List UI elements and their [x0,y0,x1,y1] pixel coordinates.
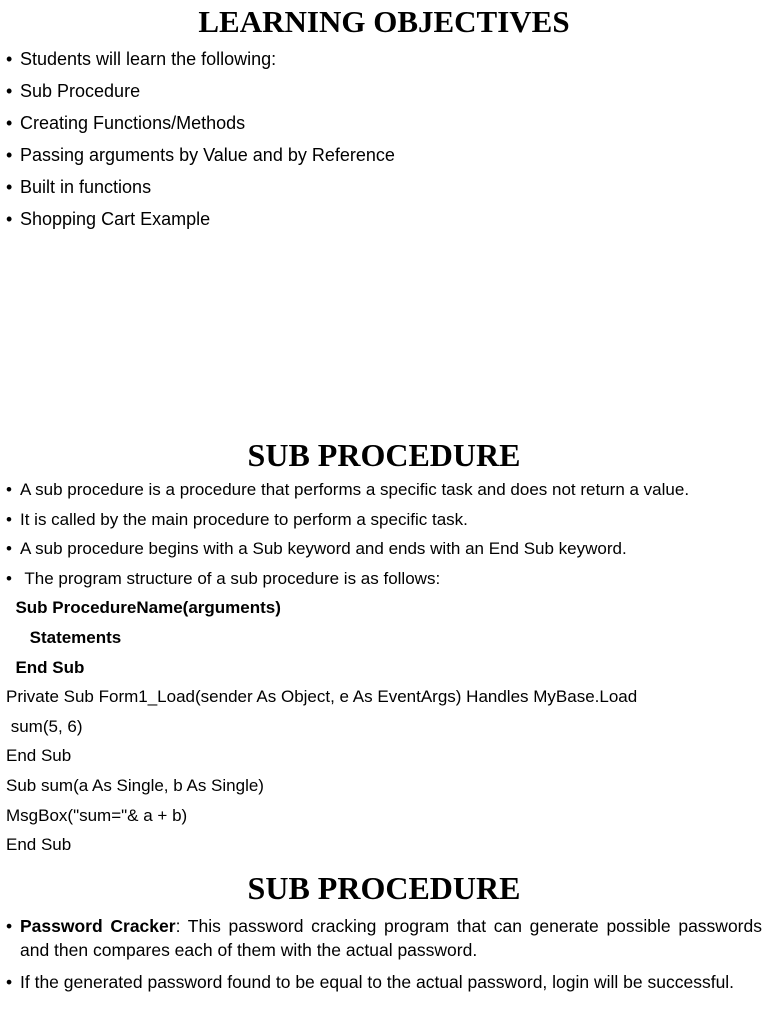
slide-learning-objectives [0,2,768,235]
bullet-icon: • [6,49,13,69]
slide-title: LEARNING OBJECTIVES [198,4,570,39]
list-item: • Shopping Cart Example [0,203,768,235]
slide-title: SUB PROCEDURE [247,437,521,473]
list-item: • Password Cracker: This password cracking program that can generate possible passwords and then compares each of them with the actual password. [6,916,762,960]
code-line: sum(5, 6) [6,716,83,736]
code-block [0,593,768,859]
code-line: End Sub [6,835,72,855]
code-line: Sub sum(a As Single, b As Single) [6,775,264,795]
bullet-icon: • [6,177,13,197]
code-line: MsgBox("sum="& a + b) [6,805,188,825]
bullet-icon: • [6,539,12,559]
bullet-icon: • [6,145,13,165]
list-item: • Built in functions [0,171,768,203]
slide-sub-procedure [0,435,768,860]
list-item: • It is called by the main procedure to perform a specific task. [0,505,768,535]
slide-sub-procedure-password [0,868,768,1002]
list-item: • A sub procedure is a procedure that performs a specific task and does not return a value. [0,475,768,505]
slide-title: SUB PROCEDURE [247,870,521,906]
bullet-icon: • [6,209,13,229]
list-item: • The program structure of a sub procedure is as follows: [0,564,768,594]
bullet-icon: • [6,113,13,133]
bullet-icon: • [6,480,12,499]
list-item: • Students will learn the following: [0,43,768,75]
sub-procedure-list [0,475,768,593]
structure-line: Sub ProcedureName(arguments) [6,598,281,618]
list-item: • Sub Procedure [0,75,768,107]
structure-line: End Sub [6,657,85,677]
list-item: • A sub procedure begins with a Sub keyword and ends with an End Sub keyword. [0,534,768,564]
code-line: Private Sub Form1_Load(sender As Object, e As EventArgs) Handles MyBase.Load [6,687,638,707]
bullet-icon: • [6,81,13,101]
structure-line: Statements [6,627,122,647]
bullet-icon: • [6,509,12,529]
bullet-icon: • [6,972,13,992]
list-item: • Passing arguments by Value and by Reference [0,139,768,171]
password-cracker-list [0,914,768,994]
objectives-list [0,43,768,235]
code-line: End Sub [6,746,72,766]
bullet-icon: • [6,568,12,588]
term-label: Password Cracker [20,916,176,936]
list-item: • Creating Functions/Methods [0,107,768,139]
bullet-icon: • [6,916,13,936]
list-item: • If the generated password found to be equal to the actual password, login will be successful. [6,972,735,992]
